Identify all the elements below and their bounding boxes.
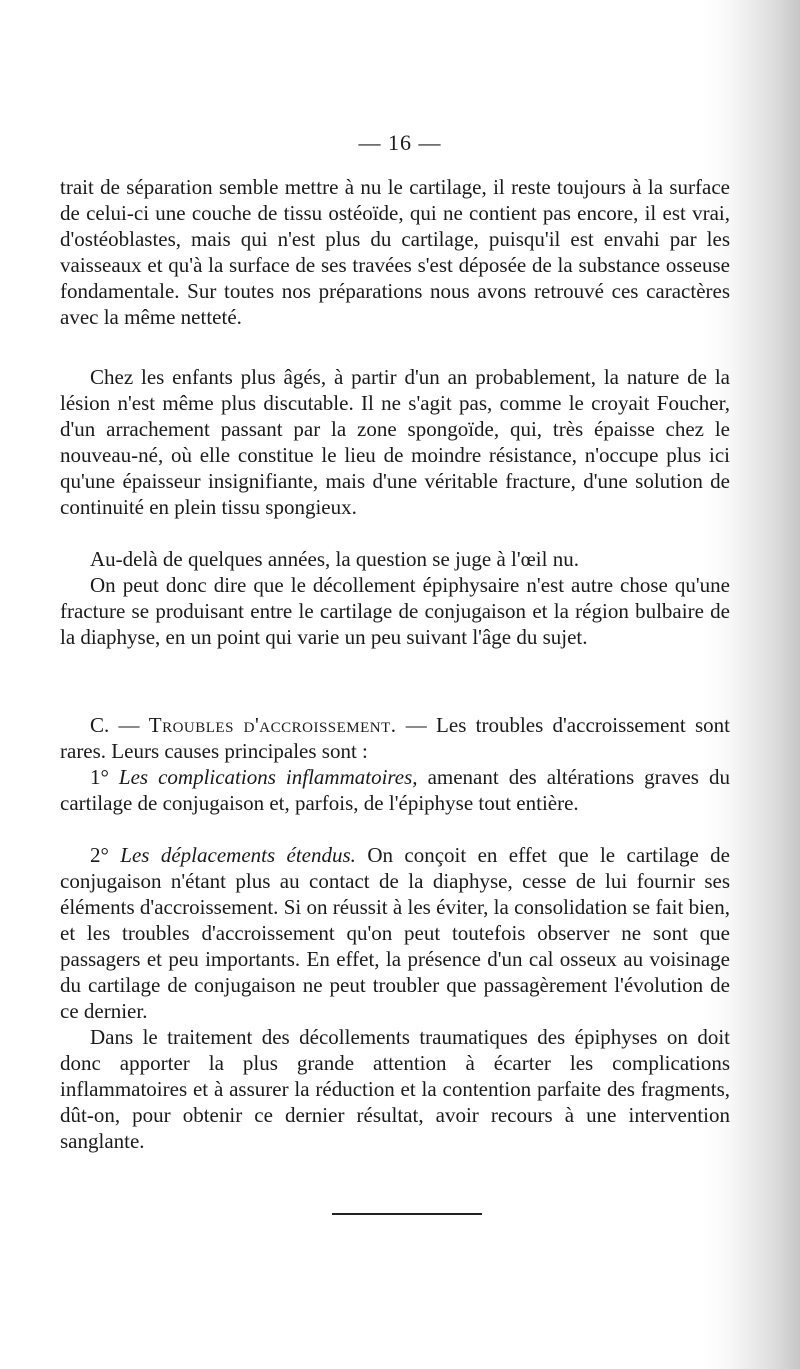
paragraph-treatment: [60, 1024, 730, 1154]
list-item-1-number: 1°: [90, 765, 119, 789]
paragraph-8-text: Dans le traitement des décollements traumatiques des épiphyses on doit donc apporter la plus grande attention à écarter les complications inflammatoires et à assurer la réduction et la contention parfaite des fragments, dût-on, pour obtenir ce dernier résultat, avoir recours à une intervention sanglante.: [60, 1025, 730, 1153]
list-item-2-number: 2°: [90, 843, 121, 867]
paragraph-4-text: On peut donc dire que le décollement épiphysaire n'est autre chose qu'une fracture se produisant entre le cartilage de conjugaison et la région bulbaire de la diaphyse, en un point qui varie un peu suivant l'âge du sujet.: [60, 573, 730, 649]
list-item-2-rest: On conçoit en effet que le cartilage de conjugaison n'étant plus au contact de la diaphyse, cesse de lui fournir ses éléments d'accroissement. Si on réussit à les éviter, la consolidation se fait bien, et les troubles d'accroissement qu'on peut toutefois observer ne sont que passagers et peu importants. En effet, la présence d'un cal osseux au voisinage du cartilage de conjugaison ne peut troubler que passagèrement l'évolution de ce dernier.: [60, 843, 730, 1023]
paragraph-few-years: [60, 546, 730, 572]
section-c-text: [60, 712, 730, 764]
list-item-1-text: [60, 764, 730, 816]
page-edge-shadow: [730, 0, 800, 1369]
paragraph-conclusion: [60, 572, 730, 650]
list-item-1-title: Les complications inflammatoires,: [118, 765, 418, 789]
paragraph-1-text: trait de séparation semble mettre à nu le cartilage, il reste toujours à la surface de celui-ci une couche de tissu ostéoïde, qui ne contient pas encore, il est vrai, d'ostéoblastes, mais qui n'est plus du cartilage, puisqu'il est envahi par les vaisseaux et qu'à la surface de ses travées s'est déposée de la substance osseuse fondamentale. Sur toutes nos préparations nous avons retrouvé ces caractères avec la même netteté.: [60, 175, 730, 329]
list-item-2-title: Les déplacements étendus.: [120, 843, 356, 867]
list-item-2-text: [60, 842, 730, 1024]
list-item-1-rest: amenant des altérations graves du cartilage de conjugaison et, parfois, de l'épiphyse tout entière.: [60, 765, 730, 815]
section-c-rest: — Les troubles d'accroissement sont rares. Leurs causes principales sont :: [60, 713, 730, 763]
section-c-prefix: C. —: [90, 713, 149, 737]
section-c-growth-disorders: [60, 712, 730, 764]
paragraph-continuation: [60, 174, 730, 330]
page-number: — 16 —: [358, 130, 442, 155]
end-rule-divider: [332, 1213, 482, 1215]
paragraph-2-text: Chez les enfants plus âgés, à partir d'un an probablement, la nature de la lésion n'est même plus discutable. Il ne s'agit pas, comme le croyait Foucher, d'un arrachement passant par la zone spongoïde, qui, très épaisse chez le nouveau-né, où elle constitue le lieu de moindre résistance, n'occupe plus ici qu'une épaisseur insignifiante, mais d'une véritable fracture, d'une solution de continuité en plein tissu spongieux.: [60, 365, 730, 519]
paragraph-3-text: Au-delà de quelques années, la question se juge à l'œil nu.: [90, 547, 579, 571]
section-c-heading: Troubles d'accroissement.: [148, 713, 397, 737]
list-item-2: [60, 842, 730, 1024]
paragraph-older-children: [60, 364, 730, 520]
list-item-1: [60, 764, 730, 816]
